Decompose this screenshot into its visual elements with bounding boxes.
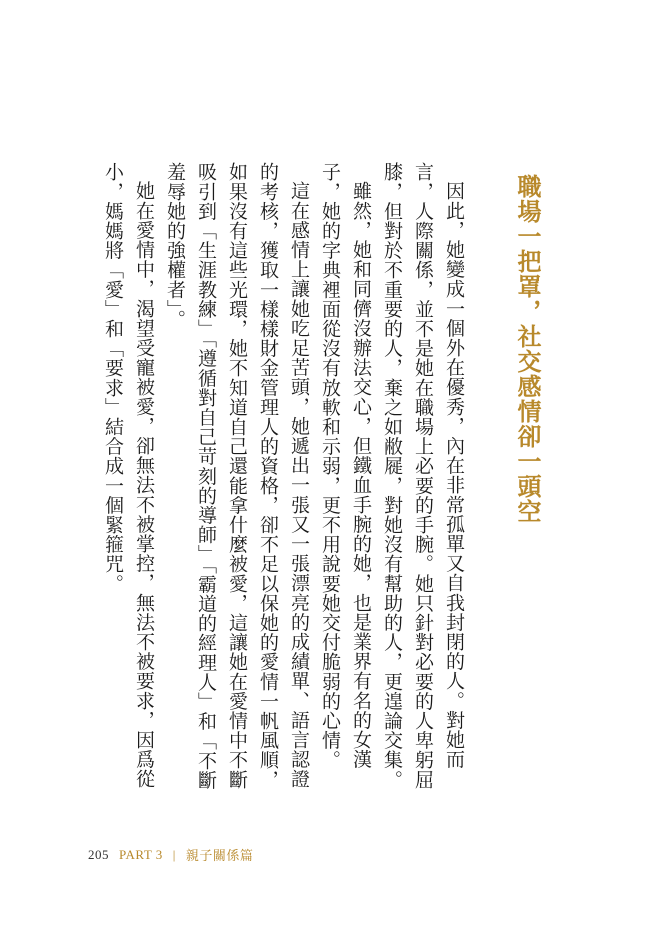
paragraph-3: 這在感情上讓她吃足苦頭，她遞出一張又一張漂亮的成績單、語言認證的考核，獲取一樣樣財金管理人的資格，卻不足以保她的愛情一帆風順，如果沒有這些光環，她不知道自己還能拿什麼被愛，這讓她在愛情中不斷吸引到「生涯教練」「遵循對自己苛刻的導師」「霸道的經理人」和「不斷羞辱她的強權者」。 bbox=[164, 162, 310, 790]
paragraph-2: 雖然，她和同儕沒辦法交心，但鐵血手腕的她，也是業界有名的女漢子，她的字典裡面從沒有放軟和示弱，更不用說要她交付脆弱的心情。 bbox=[319, 162, 372, 770]
part-label: PART 3 bbox=[119, 846, 163, 862]
vertical-text-block bbox=[97, 162, 543, 802]
chapter-heading: 職場一把罩，社交感情卻一頭空 bbox=[513, 174, 542, 524]
section-title: 親子關係篇 bbox=[185, 848, 254, 863]
page-number: 205 bbox=[88, 846, 109, 862]
footer-separator: | bbox=[172, 846, 176, 862]
paragraph-1: 因此，她變成一個外在優秀，內在非常孤單又自我封閉的人。對她而言，人際關係，並不是她在職場上必要的手腕。她只針對必要的人卑躬屈膝，但對於不重要的人，棄之如敝屣，對她沒有幫助的人，更遑論交集。 bbox=[381, 162, 465, 790]
page-footer bbox=[88, 845, 253, 864]
paragraph-4: 她在愛情中，渴望受寵被愛，卻無法不被掌控，無法不被要求，因爲從小，媽媽將「愛」和「要求」結合成一個緊箍咒。 bbox=[102, 162, 155, 789]
